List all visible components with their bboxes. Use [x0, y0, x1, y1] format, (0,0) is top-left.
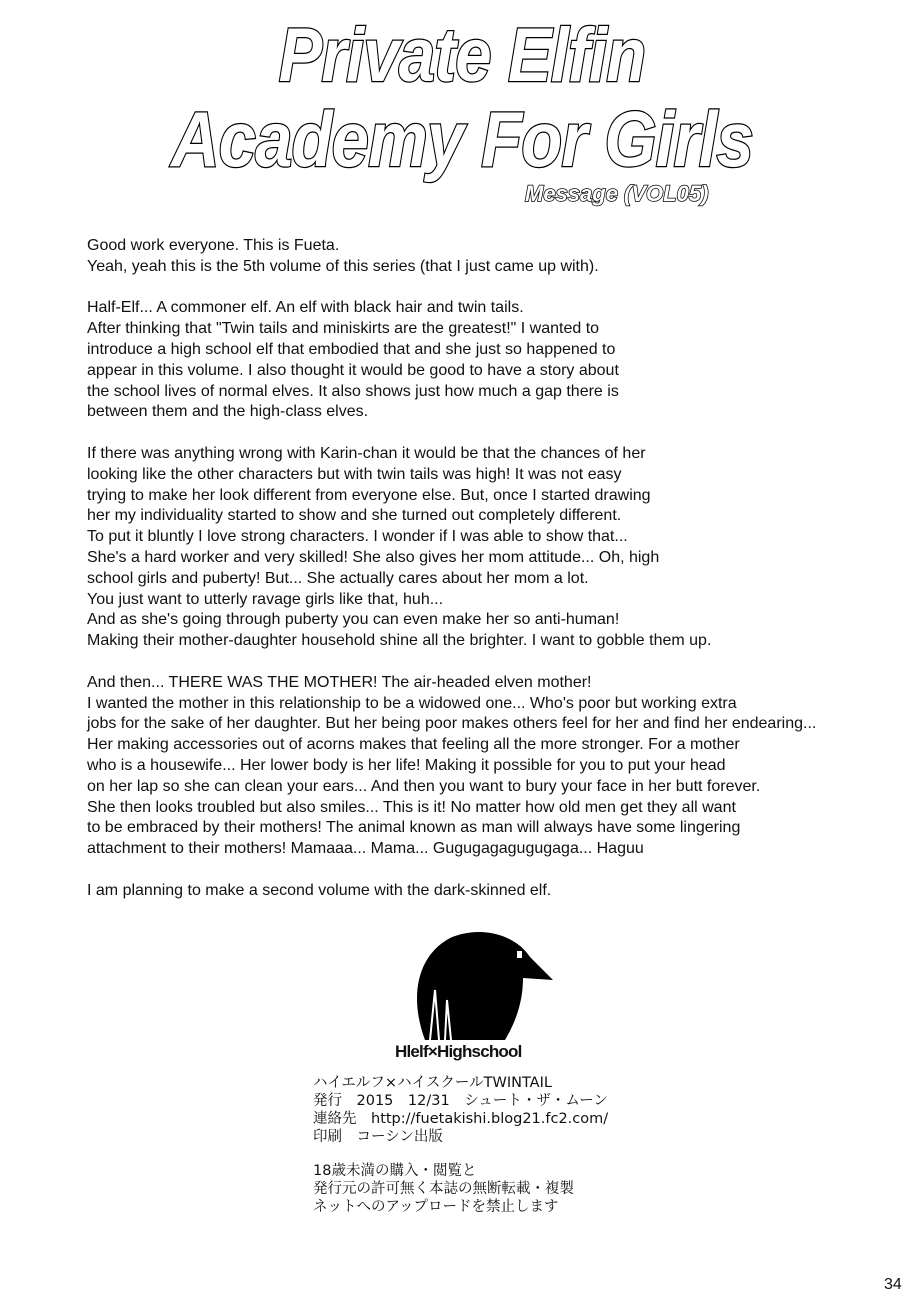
- title-line-1: Private Elfin: [278, 13, 646, 98]
- notice-line: ネットへのアップロードを禁止します: [313, 1199, 559, 1215]
- notice-line: 発行元の許可無く本誌の無断転載・複製: [313, 1181, 574, 1197]
- text-line: She's a hard worker and very skilled! She also gives her mom attitude... Oh, high: [87, 548, 660, 566]
- text-line: the school lives of normal elves. It also shows just how much a gap there is: [87, 382, 619, 400]
- text-line: appear in this volume. I also thought it would be good to have a story about: [87, 361, 619, 379]
- text-line: Good work everyone. This is Fueta.: [87, 237, 340, 254]
- text-line: on her lap so she can clean your ears... And then you want to bury your face in her butt forever.: [87, 777, 761, 795]
- text-line: To put it bluntly I love strong characters. I wonder if I was able to show that...: [87, 528, 628, 546]
- text-line: school girls and puberty! But... She actually cares about her mom a lot.: [87, 569, 589, 587]
- text-line: After thinking that "Twin tails and miniskirts are the greatest!" I wanted to: [87, 320, 600, 338]
- message-body: [87, 236, 816, 922]
- paragraph: [87, 298, 816, 423]
- paragraph: [87, 236, 816, 278]
- paragraph: [87, 444, 816, 652]
- colophon-line: 連絡先 http://fuetakishi.blog21.fc2.com/: [313, 1111, 609, 1127]
- notice-line: 18歳未満の購入・閲覧と: [313, 1163, 477, 1179]
- text-line: who is a housewife... Her lower body is her life! Making it possible for you to put your head: [87, 756, 726, 774]
- text-line: I wanted the mother in this relationship to be a widowed one... Who's poor but working extra: [87, 694, 737, 712]
- colophon-line: 印刷 コーシン出版: [313, 1129, 443, 1145]
- text-line: Yeah, yeah this is the 5th volume of this series (that I just came up with).: [87, 257, 599, 275]
- text-line: Half-Elf... A commoner elf. An elf with black hair and twin tails.: [87, 299, 524, 317]
- text-line: her my individuality started to show and she turned out completely different.: [87, 507, 622, 525]
- text-line: I am planning to make a second volume with the dark-skinned elf.: [87, 881, 552, 899]
- text-line: to be embraced by their mothers! The animal known as man will always have some lingering: [87, 819, 741, 837]
- colophon: [313, 1074, 608, 1216]
- text-line: between them and the high-class elves.: [87, 403, 369, 421]
- silhouette-logo-icon: [405, 925, 555, 1040]
- text-line: jobs for the sake of her daughter. But her being poor makes others feel for her and find her endearing...: [87, 715, 817, 733]
- colophon-line: 発行 2015 12/31 シュート・ザ・ムーン: [313, 1093, 608, 1109]
- paragraph: [87, 881, 816, 902]
- text-line: trying to make her look different from everyone else. But, once I started drawing: [87, 486, 651, 504]
- subtitle: Message (VOL05): [525, 181, 709, 206]
- text-line: And as she's going through puberty you can even make her so anti-human!: [87, 611, 620, 629]
- text-line: attachment to their mothers! Mamaaa... Mama... Gugugagagugugaga... Haguu: [87, 840, 644, 858]
- colophon-line: ハイエルフ×ハイスクールTWINTAIL: [313, 1075, 552, 1091]
- text-line: And then... THERE WAS THE MOTHER! The air-headed elven mother!: [87, 673, 592, 691]
- logo-text: Hlelf×Highschool: [395, 1042, 522, 1061]
- text-line: Making their mother-daughter household shine all the brighter. I want to gobble them up.: [87, 632, 712, 650]
- page-number: 34: [884, 1276, 902, 1293]
- text-line: She then looks troubled but also smiles... This is it! No matter how old men get they all want: [87, 798, 736, 816]
- text-line: introduce a high school elf that embodied that and she just so happened to: [87, 340, 616, 358]
- text-line: You just want to utterly ravage girls like that, huh...: [87, 590, 444, 608]
- text-line: If there was anything wrong with Karin-chan it would be that the chances of her: [87, 444, 646, 462]
- text-line: Her making accessories out of acorns makes that feeling all the more stronger. For a mother: [87, 736, 740, 754]
- title-line-2: Academy For Girls: [171, 95, 753, 183]
- paragraph: [87, 673, 816, 860]
- text-line: looking like the other characters but with twin tails was high! It was not easy: [87, 465, 622, 483]
